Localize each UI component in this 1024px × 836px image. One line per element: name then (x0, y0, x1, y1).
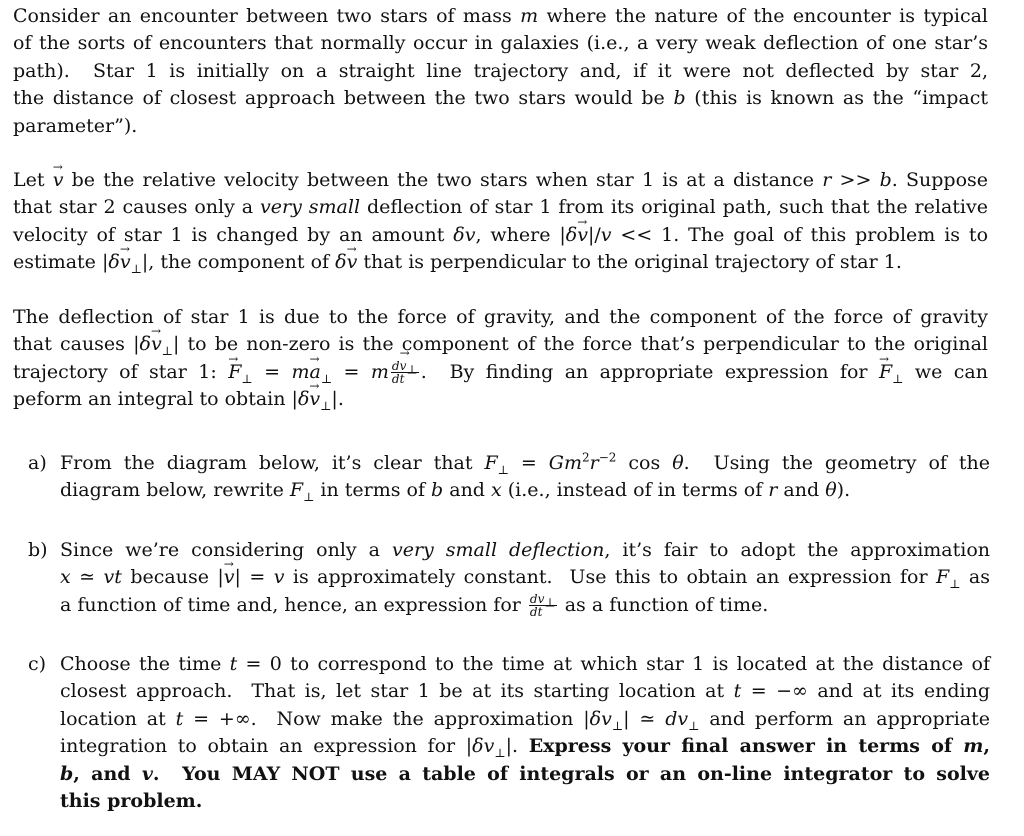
part-b-line-2: x ≃ vt because |v →| = v is approximately constant. Use this to obtain an expression for $F_\perp$ as (60, 564, 990, 591)
part-a-label: a) (28, 452, 47, 474)
part-a-line-1: From the diagram below, it’s clear that $F_\perp = Gm^2r^{-2}$ cos θ. Using the geometry of the (60, 450, 990, 477)
part-c (28, 651, 990, 815)
part-c-line-1: Choose the time t = 0 to correspond to the time at which star 1 is located at the distance of (60, 653, 990, 675)
force-line-2: that causes $|\delta v \to_\perp|$ to be non-zero is the component of the force that’s perpendicular to the original (13, 331, 988, 358)
intro-line-4: the distance of closest approach between the two stars would be b (this is known as the “impact (13, 87, 988, 110)
part-b-line-3: a function of time and, hence, an expression for $\frac{dv_\perp}{dt}$ as a function of time. (60, 592, 769, 620)
intro-paragraph (13, 3, 988, 140)
velocity-paragraph (13, 167, 988, 277)
force-line-4: peform an integral to obtain $|\delta v \to_\perp|$. (13, 386, 988, 413)
velocity-line-3: velocity of star 1 is changed by an amount δv, where |δv →|/v << 1. The goal of this problem is to (13, 222, 988, 249)
dv-perp-dt-fraction: $\frac{dv_\perp}{dt}$ (529, 592, 556, 620)
part-a (28, 450, 990, 505)
part-c-line-4: integration to obtain an expression for $|\delta v_\perp|$. Express your final answer in terms of m, (60, 735, 990, 761)
part-c-label: c) (28, 653, 47, 675)
part-b-label: b) (28, 539, 48, 561)
part-c-line-2: closest approach. That is, let star 1 be at its starting location at t = −∞ and at its ending (60, 680, 990, 703)
intro-line-5: parameter”). (13, 114, 138, 137)
velocity-line-2: that star 2 causes only a very small deflection of star 1 from its original path, such that the relative (13, 196, 988, 219)
intro-line-2: of the sorts of encounters that normally occur in galaxies (i.e., a very weak deflection of one star’s (13, 32, 988, 55)
part-c-line-6: this problem. (60, 790, 203, 813)
intro-line-3: path). Star 1 is initially on a straight line trajectory and, if it were not deflected by star 2, (13, 59, 988, 82)
intro-line-1: Consider an encounter between two stars of mass m where the nature of the encounter is typical (13, 5, 988, 27)
force-line-3: trajectory of star 1: $F \to_\perp$ = ma $\to_\perp = m$ $\frac{dv \to_\perp}{dt}$ . By finding an appropriate expression for $F \to_\perp$ we can (13, 359, 988, 386)
dv-dt-fraction: $\frac{dv \to_\perp}{dt}$ (391, 360, 419, 385)
force-paragraph (13, 304, 988, 414)
part-b-line-1: Since we’re considering only a very small deflection, it’s fair to adopt the approximation (60, 539, 991, 561)
force-line-1: The deflection of star 1 is due to the force of gravity, and the component of the force of gravity (13, 306, 988, 328)
part-c-line-3: location at t = +∞. Now make the approximation $|\delta v_\perp|$ ≃ $dv_\perp$ and perform an appropriate (60, 707, 991, 733)
part-a-line-2: diagram below, rewrite $F_\perp$ in terms of b and x (i.e., instead of in terms of r and θ). (60, 479, 851, 505)
part-b (28, 537, 990, 619)
velocity-line-1: Let v → be the relative velocity between the two stars when star 1 is at a distance r >> b. Suppose (13, 167, 988, 194)
part-c-line-5: b, and v. You MAY NOT use a table of integrals or an on-line integrator to solve (60, 762, 990, 785)
velocity-line-4: estimate $|\delta v \to_\perp|$, the component of δv → that is perpendicular to the original trajectory of star 1. (13, 249, 988, 276)
